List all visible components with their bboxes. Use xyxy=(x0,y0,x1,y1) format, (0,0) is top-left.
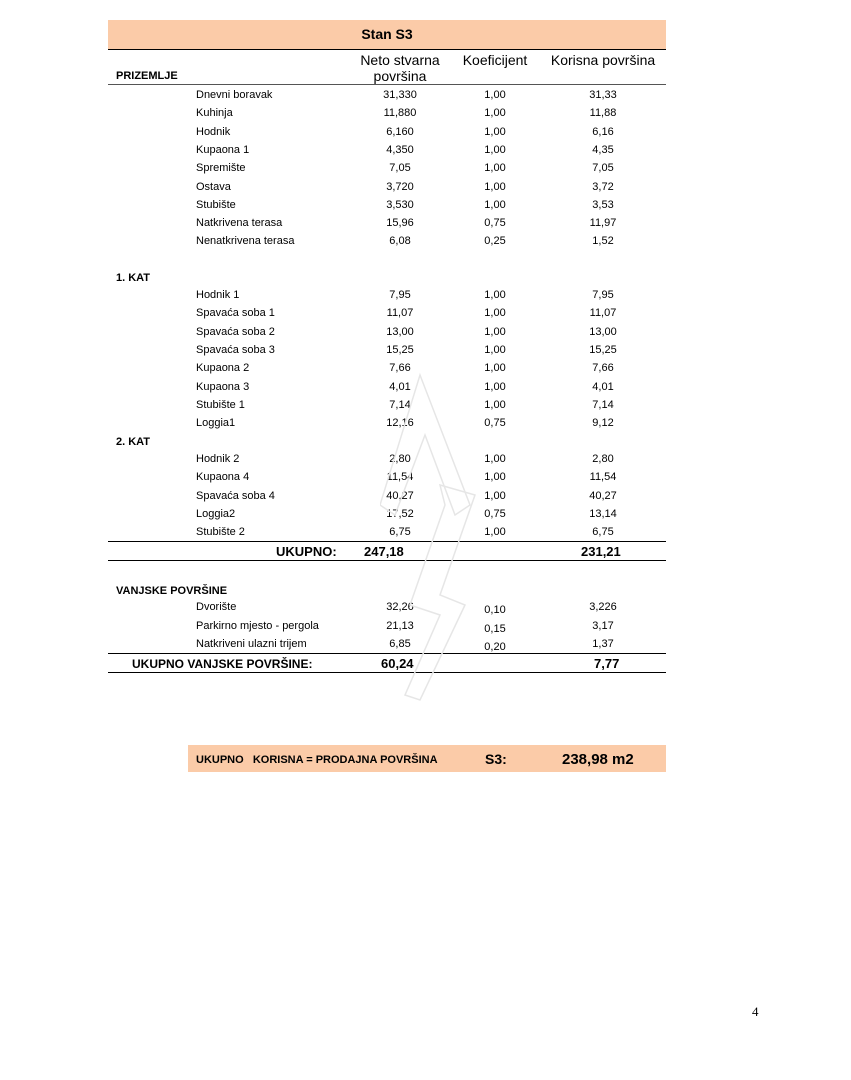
row-neto-value: 12,16 xyxy=(386,417,414,430)
row-room-name: Hodnik 2 xyxy=(196,453,240,465)
row-neto-value: 4,350 xyxy=(386,143,414,156)
row-room-name: Spavaća soba 4 xyxy=(196,489,275,502)
row-room-name: Spavaća soba 2 xyxy=(196,325,275,338)
table-title: Stan S3 xyxy=(361,26,413,42)
row-room-name: Dnevni boravak xyxy=(196,89,273,101)
row-room-name: Parkirno mjesto - pergola xyxy=(196,619,319,632)
row-neto-value: 7,66 xyxy=(389,362,411,375)
row-neto-value: 17,52 xyxy=(386,507,414,520)
row-koeficijent-value: 1,00 xyxy=(484,180,506,193)
row-room-name: Hodnik 1 xyxy=(196,289,240,301)
column-header-koeficijent: Koeficijent xyxy=(462,52,528,68)
row-korisna-value: 4,35 xyxy=(592,143,614,156)
row-koeficijent-value: 0,75 xyxy=(484,417,506,430)
row-room-name: Spavaća soba 3 xyxy=(196,343,275,356)
total-neto-value: 247,18 xyxy=(364,544,404,559)
summary-band xyxy=(188,745,666,772)
row-korisna-value: 2,80 xyxy=(592,453,614,465)
watermark-lower-stroke xyxy=(405,485,475,700)
column-header-neto: Neto stvarna površina xyxy=(360,52,440,84)
section-label-vanjske: VANJSKE POVRŠINE xyxy=(116,585,228,597)
row-room-name: Natkriveni ulazni trijem xyxy=(196,638,307,650)
total-label: UKUPNO: xyxy=(276,544,337,559)
row-korisna-value: 7,66 xyxy=(592,362,614,375)
row-koeficijent-value: 0,10 xyxy=(484,604,506,616)
row-neto-value: 4,01 xyxy=(389,380,411,393)
page-number: 4 xyxy=(752,1004,759,1019)
row-koeficijent-value: 0,15 xyxy=(484,622,506,635)
section-label-prizemlje: PRIZEMLJE xyxy=(116,70,178,82)
row-korisna-value: 3,53 xyxy=(592,198,614,211)
row-room-name: Kupaona 1 xyxy=(196,143,250,156)
row-neto-value: 6,85 xyxy=(389,638,411,650)
row-neto-value: 3,530 xyxy=(386,198,414,211)
row-korisna-value: 3,72 xyxy=(592,180,614,193)
row-koeficijent-value: 1,00 xyxy=(484,125,506,138)
row-korisna-value: 31,33 xyxy=(589,89,617,101)
row-korisna-value: 1,37 xyxy=(592,638,614,650)
row-neto-value: 15,25 xyxy=(386,343,414,356)
row-neto-value: 11,07 xyxy=(386,307,414,320)
row-korisna-value: 11,54 xyxy=(589,471,617,484)
row-koeficijent-value: 0,75 xyxy=(484,507,506,520)
watermark-logo xyxy=(380,365,480,705)
row-korisna-value: 11,88 xyxy=(589,107,617,120)
row-room-name: Kupaona 2 xyxy=(196,362,250,375)
summary-unit-label: S3: xyxy=(485,751,507,767)
row-neto-value: 7,14 xyxy=(389,398,411,411)
row-room-name: Loggia2 xyxy=(196,507,236,520)
row-room-name: Stubište xyxy=(196,198,236,211)
row-neto-value: 7,05 xyxy=(389,162,411,175)
row-neto-value: 40,27 xyxy=(386,489,414,502)
row-room-name: Spremište xyxy=(196,162,246,175)
row-korisna-value: 7,14 xyxy=(592,398,614,411)
row-korisna-value: 3,17 xyxy=(592,619,614,632)
row-room-name: Kupaona 3 xyxy=(196,380,250,393)
row-koeficijent-value: 1,00 xyxy=(484,362,506,375)
section-label-2-kat: 2. KAT xyxy=(116,436,151,448)
row-room-name: Kupaona 4 xyxy=(196,471,250,484)
row-neto-value: 6,75 xyxy=(389,526,411,539)
table-title-band xyxy=(108,20,666,50)
row-koeficijent-value: 1,00 xyxy=(484,398,506,411)
row-neto-value: 31,330 xyxy=(383,89,417,101)
row-koeficijent-value: 1,00 xyxy=(484,489,506,502)
row-neto-value: 13,00 xyxy=(386,325,414,338)
row-koeficijent-value: 1,00 xyxy=(484,198,506,211)
row-neto-value: 6,08 xyxy=(389,235,411,248)
row-neto-value: 2,80 xyxy=(389,453,411,465)
row-koeficijent-value: 0,25 xyxy=(484,235,506,248)
row-room-name: Stubište 2 xyxy=(196,526,245,539)
row-neto-value: 21,13 xyxy=(386,619,414,632)
row-korisna-value: 15,25 xyxy=(589,343,617,356)
vanjske-total-korisna-value: 7,77 xyxy=(594,656,620,671)
row-room-name: Stubište 1 xyxy=(196,398,245,411)
row-koeficijent-value: 0,75 xyxy=(484,217,506,230)
row-room-name: Nenatkrivena terasa xyxy=(196,235,295,248)
row-neto-value: 3,720 xyxy=(386,180,414,193)
row-neto-value: 15,96 xyxy=(386,217,414,230)
row-koeficijent-value: 1,00 xyxy=(484,107,506,120)
row-room-name: Natkrivena terasa xyxy=(196,217,283,230)
row-koeficijent-value: 1,00 xyxy=(484,289,506,301)
row-koeficijent-value: 1,00 xyxy=(484,307,506,320)
row-neto-value: 7,95 xyxy=(389,289,411,301)
row-korisna-value: 13,14 xyxy=(589,507,617,520)
row-korisna-value: 11,07 xyxy=(589,307,617,320)
row-korisna-value: 13,00 xyxy=(589,325,617,338)
summary-label: UKUPNO KORISNA = PRODAJNA POVRŠINA xyxy=(196,754,438,766)
row-koeficijent-value: 1,00 xyxy=(484,526,506,539)
row-room-name: Dvorište xyxy=(196,601,237,613)
row-koeficijent-value: 1,00 xyxy=(484,471,506,484)
row-koeficijent-value: 1,00 xyxy=(484,343,506,356)
row-korisna-value: 11,97 xyxy=(589,217,617,230)
row-korisna-value: 4,01 xyxy=(592,380,614,393)
row-koeficijent-value: 1,00 xyxy=(484,453,506,465)
row-korisna-value: 6,16 xyxy=(592,125,614,138)
section-label-1-kat: 1. KAT xyxy=(116,272,151,284)
row-korisna-value: 6,75 xyxy=(592,526,614,539)
row-korisna-value: 9,12 xyxy=(592,417,614,430)
row-koeficijent-value: 1,00 xyxy=(484,380,506,393)
row-room-name: Ostava xyxy=(196,180,231,193)
column-header-korisna: Korisna površina xyxy=(550,52,656,68)
row-korisna-value: 40,27 xyxy=(589,489,617,502)
row-room-name: Kuhinja xyxy=(196,107,233,120)
row-room-name: Hodnik xyxy=(196,125,231,138)
row-koeficijent-value: 0,20 xyxy=(484,641,506,653)
row-room-name: Loggia1 xyxy=(196,417,236,430)
vanjske-total-label: UKUPNO VANJSKE POVRŠINE: xyxy=(132,657,313,671)
header-divider xyxy=(108,84,666,85)
row-neto-value: 32,26 xyxy=(386,601,414,613)
row-korisna-value: 3,226 xyxy=(589,601,617,613)
total-korisna-value: 231,21 xyxy=(581,544,621,559)
summary-value: 238,98 m2 xyxy=(562,751,634,768)
row-koeficijent-value: 1,00 xyxy=(484,89,506,101)
watermark-upper-stroke xyxy=(380,375,470,515)
row-korisna-value: 7,05 xyxy=(592,162,614,175)
row-neto-value: 6,160 xyxy=(386,125,414,138)
row-korisna-value: 7,95 xyxy=(592,289,614,301)
row-korisna-value: 1,52 xyxy=(592,235,614,248)
row-neto-value: 11,54 xyxy=(386,471,414,484)
row-neto-value: 11,880 xyxy=(383,107,417,120)
row-koeficijent-value: 1,00 xyxy=(484,143,506,156)
row-room-name: Spavaća soba 1 xyxy=(196,307,275,320)
vanjske-total-neto-value: 60,24 xyxy=(381,656,414,671)
row-koeficijent-value: 1,00 xyxy=(484,325,506,338)
row-koeficijent-value: 1,00 xyxy=(484,162,506,175)
